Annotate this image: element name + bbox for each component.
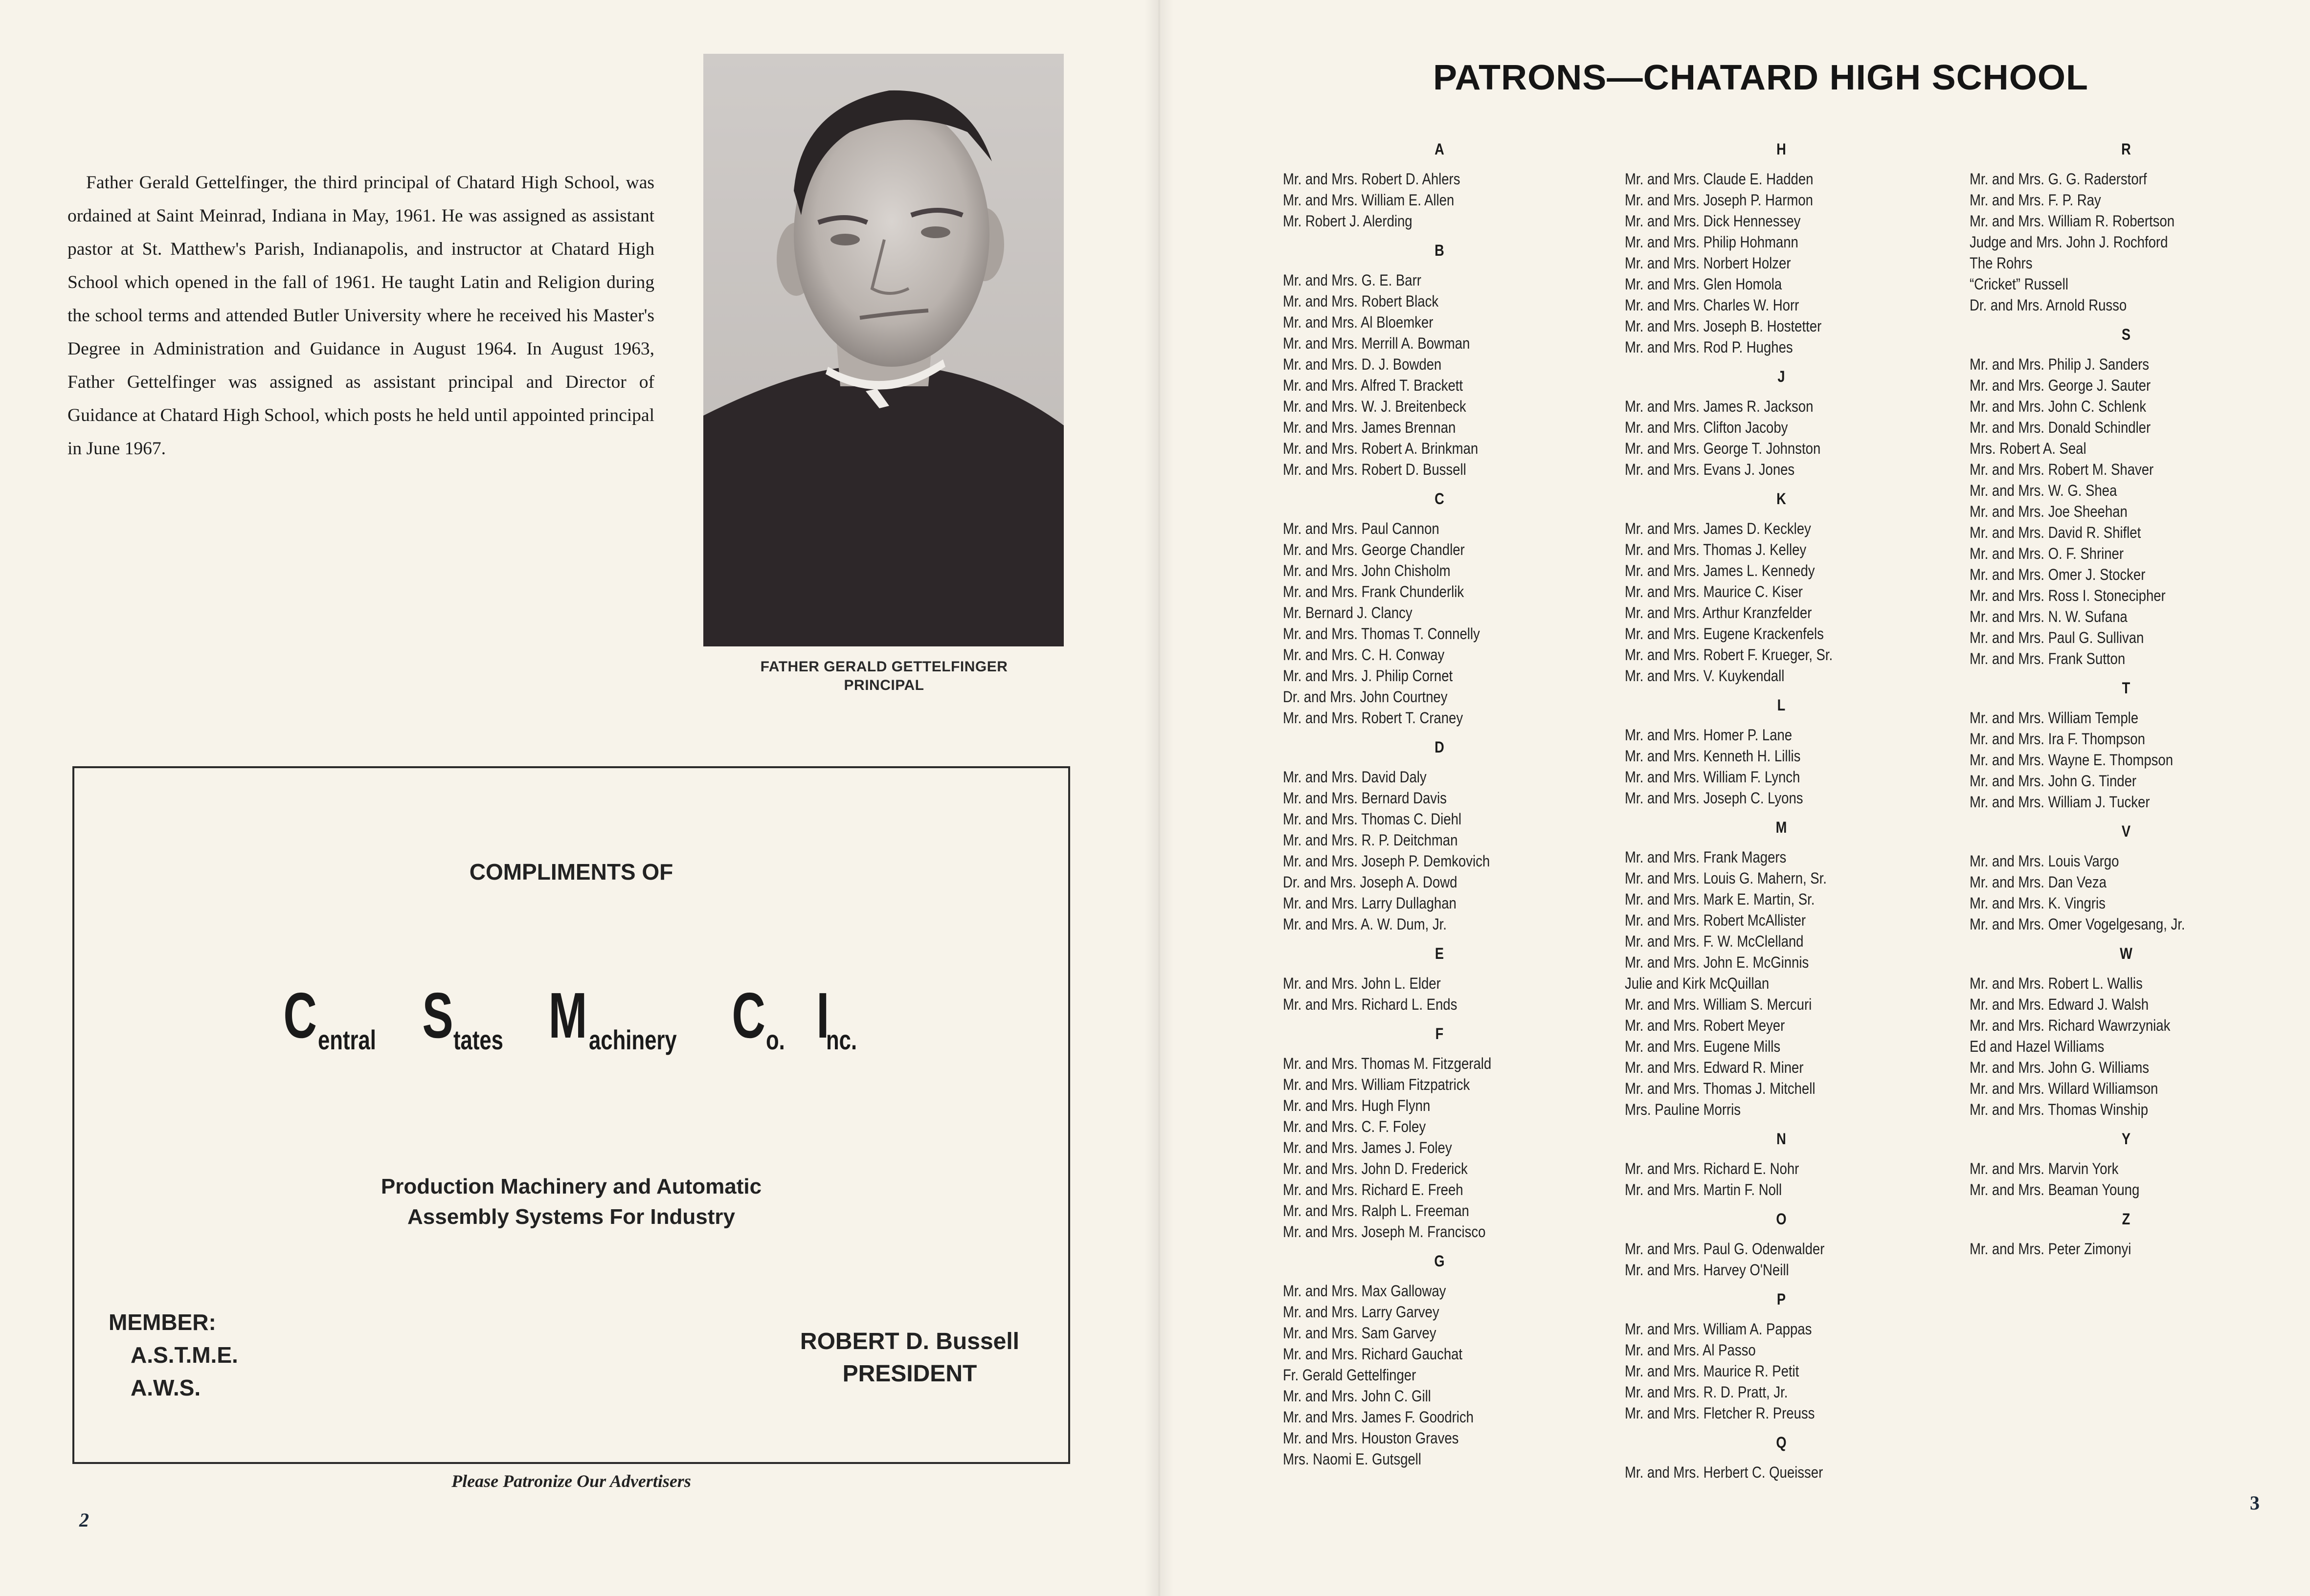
patron-name: Mr. and Mrs. Marvin York <box>1970 1160 2119 1177</box>
patron-name: Mr. and Mrs. Paul G. Sullivan <box>1970 629 2144 646</box>
section-letter: B <box>1435 242 1444 259</box>
patron-section <box>1625 1209 1938 1281</box>
patron-name: Mr. and Mrs. R. P. Deitchman <box>1283 831 1458 849</box>
patron-name: Mr. and Mrs. Richard E. Freeh <box>1283 1181 1463 1198</box>
patron-name: Mr. and Mrs. James F. Goodrich <box>1283 1408 1474 1426</box>
patron-name: Mr. and Mrs. James R. Jackson <box>1625 398 1814 415</box>
patron-name: Mr. and Mrs. Alfred T. Brackett <box>1283 377 1463 394</box>
patron-section <box>1283 944 1596 1015</box>
patron-name: Mr. and Mrs. Al Passo <box>1625 1341 1756 1359</box>
section-letter: C <box>1435 490 1444 508</box>
patron-name: Mr. and Mrs. William R. Robertson <box>1970 212 2175 230</box>
ad-president <box>800 1326 1019 1390</box>
patron-name: Mr. and Mrs. Robert D. Ahlers <box>1283 170 1460 188</box>
patron-name: Mr. and Mrs. George J. Sauter <box>1970 377 2151 394</box>
patron-name: Mr. and Mrs. Maurice C. Kiser <box>1625 583 1803 600</box>
patron-name: Mr. and Mrs. Mark E. Martin, Sr. <box>1625 890 1815 908</box>
patron-name: Mr. and Mrs. William Temple <box>1970 709 2139 727</box>
patron-name: Mr. and Mrs. Paul G. Odenwalder <box>1625 1240 1825 1258</box>
patron-name: Mr. and Mrs. Hugh Flynn <box>1283 1097 1431 1114</box>
ad-compliments-heading: COMPLIMENTS OF <box>469 859 673 885</box>
patron-name: Mr. Bernard J. Clancy <box>1283 604 1413 621</box>
section-letter: V <box>2121 822 2131 840</box>
patron-name: Mr. and Mrs. Larry Dullaghan <box>1283 894 1457 912</box>
patron-name: Mr. and Mrs. K. Vingris <box>1970 894 2106 912</box>
patron-name: Mr. and Mrs. W. G. Shea <box>1970 482 2117 499</box>
patron-name: Mr. and Mrs. George T. Johnston <box>1625 440 1821 457</box>
patron-name: Mr. and Mrs. Joseph M. Francisco <box>1283 1223 1486 1241</box>
patron-name: Mr. and Mrs. Bernard Davis <box>1283 789 1447 807</box>
patron-name: Mr. and Mrs. John D. Frederick <box>1283 1160 1468 1177</box>
patron-name: Mr. and Mrs. Glen Homola <box>1625 275 1782 293</box>
patron-name: Mr. and Mrs. Robert F. Krueger, Sr. <box>1625 646 1833 664</box>
patron-name: Mr. and Mrs. Ralph L. Freeman <box>1283 1202 1469 1219</box>
patron-name: Mr. and Mrs. D. J. Bowden <box>1283 355 1442 373</box>
patron-name: Mr. and Mrs. Richard Gauchat <box>1283 1345 1463 1363</box>
patron-name: Mr. and Mrs. Claude E. Hadden <box>1625 170 1814 188</box>
patron-name: Mr. and Mrs. Frank Magers <box>1625 848 1787 866</box>
patron-section <box>1625 489 1938 687</box>
patron-section <box>1625 695 1938 809</box>
patron-name: Mr. and Mrs. Robert Meyer <box>1625 1017 1785 1034</box>
patron-name: Mr. and Mrs. Ira F. Thompson <box>1970 730 2145 748</box>
patrons-title: PATRONS—CHATARD HIGH SCHOOL <box>1433 58 2088 97</box>
patron-name: Mr. and Mrs. Dick Hennessey <box>1625 212 1801 230</box>
patron-name: Mr. and Mrs. Richard Wawrzyniak <box>1970 1017 2171 1034</box>
patron-name: Mr. and Mrs. Max Galloway <box>1283 1282 1446 1300</box>
company-word: Central <box>283 979 376 1055</box>
patron-name: Mr. and Mrs. James L. Kennedy <box>1625 562 1815 579</box>
patron-name: Mr. and Mrs. Herbert C. Queisser <box>1625 1463 1823 1481</box>
section-letter: Q <box>1776 1434 1787 1451</box>
section-letter: F <box>1435 1025 1444 1042</box>
patron-section <box>1283 737 1596 935</box>
patron-name: Mr. and Mrs. Peter Zimonyi <box>1970 1240 2131 1258</box>
caption-name: FATHER GERALD GETTELFINGER <box>760 659 1008 675</box>
patron-section <box>1970 325 2283 669</box>
section-letter: Z <box>2122 1210 2131 1228</box>
page-number-left: 2 <box>79 1509 89 1531</box>
patron-name: Ed and Hazel Williams <box>1970 1038 2105 1055</box>
patron-name: Mr. and Mrs. Robert T. Craney <box>1283 709 1463 727</box>
patron-name: Mr. and Mrs. O. F. Shriner <box>1970 545 2124 562</box>
patron-name: Mr. and Mrs. Clifton Jacoby <box>1625 419 1788 436</box>
patron-name: Mr. and Mrs. Edward J. Walsh <box>1970 996 2149 1013</box>
patron-name: Mr. and Mrs. Robert A. Brinkman <box>1283 440 1479 457</box>
patron-name: Mr. and Mrs. Thomas J. Mitchell <box>1625 1080 1816 1097</box>
patrons-column <box>1625 139 1938 1483</box>
patron-name: Mr. and Mrs. Beaman Young <box>1970 1181 2140 1198</box>
patron-name: Mr. and Mrs. Robert M. Shaver <box>1970 461 2154 478</box>
section-letter: N <box>1776 1130 1786 1148</box>
patron-name: Dr. and Mrs. Arnold Russo <box>1970 296 2127 314</box>
ad-tagline-line: Production Machinery and Automatic <box>381 1175 762 1198</box>
portrait-image <box>703 54 1064 646</box>
patron-name: Mr. and Mrs. John C. Gill <box>1283 1387 1431 1405</box>
section-letter: H <box>1776 140 1786 158</box>
patron-section <box>1283 1251 1596 1470</box>
section-letter: D <box>1435 738 1444 756</box>
patron-section <box>1970 821 2283 935</box>
patron-name: Mr. and Mrs. Louis Vargo <box>1970 852 2119 870</box>
membership-item: A.W.S. <box>131 1375 201 1400</box>
patron-name: Mr. and Mrs. Donald Schindler <box>1970 419 2151 436</box>
patron-name: Mr. and Mrs. Louis G. Mahern, Sr. <box>1625 869 1827 887</box>
patron-name: Mr. and Mrs. Sam Garvey <box>1283 1324 1436 1342</box>
patron-name: Mr. and Mrs. Philip Hohmann <box>1625 233 1798 251</box>
patron-name: Mr. and Mrs. William Fitzpatrick <box>1283 1076 1470 1093</box>
patron-section <box>1625 1129 1938 1200</box>
patron-name: Mr. and Mrs. Robert McAllister <box>1625 911 1806 929</box>
patron-name: Mr. and Mrs. N. W. Sufana <box>1970 608 2128 625</box>
patrons-column <box>1283 139 1596 1470</box>
patron-name: Mr. and Mrs. William S. Mercuri <box>1625 996 1812 1013</box>
patron-name: Mr. and Mrs. Richard L. Ends <box>1283 996 1458 1013</box>
patron-name: The Rohrs <box>1970 254 2033 272</box>
patron-name: Mr. and Mrs. Dan Veza <box>1970 873 2107 891</box>
patron-name: Mr. and Mrs. C. H. Conway <box>1283 646 1445 664</box>
patron-name: Mr. and Mrs. Evans J. Jones <box>1625 461 1795 478</box>
patron-name: Mr. and Mrs. Philip J. Sanders <box>1970 355 2150 373</box>
patron-name: Mr. and Mrs. Al Bloemker <box>1283 313 1434 331</box>
patron-name: Mr. and Mrs. Norbert Holzer <box>1625 254 1791 272</box>
principal-biography: Father Gerald Gettelfinger, the third principal of Chatard High School, was ordained at Saint Meinrad, Indiana in May, 1961. He was assigned as assistant pastor at St. Matthew's Parish, Indianapolis, and instructor at Chatard High School which opened in the fall of 1961. He taught Latin and Religion during the school terms and attended Butler University where he received his Master's Degree in Administration and Guidance in August 1964. In August 1963, Father Gettelfinger was assigned as assistant principal and Director of Guidance at Chatard High School, which posts he held until appointed principal in June 1967. <box>67 173 654 459</box>
patron-name: Mr. and Mrs. Joseph P. Harmon <box>1625 191 1813 209</box>
portrait-caption <box>704 658 1064 695</box>
patron-section <box>1625 367 1938 480</box>
patron-name: Mrs. Naomi E. Gutsgell <box>1283 1450 1421 1468</box>
patron-name: Mr. and Mrs. David R. Shiflet <box>1970 524 2141 541</box>
patron-name: Mr. and Mrs. Omer Vogelgesang, Jr. <box>1970 915 2185 933</box>
patron-name: Mr. and Mrs. William A. Pappas <box>1625 1320 1812 1338</box>
patron-name: Mr. and Mrs. Paul Cannon <box>1283 520 1439 537</box>
patron-name: Mr. and Mrs. C. F. Foley <box>1283 1118 1426 1135</box>
patron-section <box>1283 241 1596 480</box>
patron-name: Mr. and Mrs. Merrill A. Bowman <box>1283 334 1470 352</box>
patron-name: Mr. and Mrs. V. Kuykendall <box>1625 667 1785 685</box>
patron-section <box>1625 1433 1938 1483</box>
patron-name: Mr. Robert J. Alerding <box>1283 212 1413 230</box>
member-label: MEMBER: <box>109 1309 216 1335</box>
president-name: ROBERT D. Bussell <box>800 1329 1019 1354</box>
patron-name: Mr. and Mrs. William E. Allen <box>1283 191 1455 209</box>
patron-section <box>1625 1289 1938 1424</box>
patron-name: Mr. and Mrs. James J. Foley <box>1283 1139 1452 1156</box>
patron-name: Mr. and Mrs. Joseph P. Demkovich <box>1283 852 1490 870</box>
patron-name: Mr. and Mrs. Willard Williamson <box>1970 1080 2158 1097</box>
patron-name: Mrs. Pauline Morris <box>1625 1101 1741 1118</box>
patron-name: Mr. and Mrs. Wayne E. Thompson <box>1970 751 2174 769</box>
section-letter: P <box>1776 1290 1786 1308</box>
patron-name: Mr. and Mrs. W. J. Breitenbeck <box>1283 398 1466 415</box>
section-letter: J <box>1777 368 1785 385</box>
section-letter: S <box>2121 326 2131 343</box>
patron-name: Mr. and Mrs. Omer J. Stocker <box>1970 566 2146 583</box>
patron-name: Mr. and Mrs. Rod P. Hughes <box>1625 338 1793 356</box>
patron-name: Mr. and Mrs. John G. Williams <box>1970 1059 2150 1076</box>
patron-name: Mrs. Robert A. Seal <box>1970 440 2086 457</box>
patron-name: Mr. and Mrs. Eugene Krackenfels <box>1625 625 1824 643</box>
patron-name: Mr. and Mrs. Ross I. Stonecipher <box>1970 587 2166 604</box>
patron-name: Mr. and Mrs. Martin F. Noll <box>1625 1181 1782 1198</box>
patron-name: Mr. and Mrs. Larry Garvey <box>1283 1303 1439 1321</box>
patron-name: Mr. and Mrs. F. P. Ray <box>1970 191 2101 209</box>
company-word: Machinery <box>548 979 677 1055</box>
section-letter: A <box>1435 140 1444 158</box>
patron-name: Mr. and Mrs. A. W. Dum, Jr. <box>1283 915 1447 933</box>
section-letter: T <box>2122 679 2131 697</box>
company-word: States <box>422 979 503 1055</box>
patron-name: Mr. and Mrs. John Chisholm <box>1283 562 1451 579</box>
patron-name: Mr. and Mrs. Edward R. Miner <box>1625 1059 1804 1076</box>
patronize-footer: Please Patronize Our Advertisers <box>451 1471 691 1491</box>
patrons-column <box>1970 139 2283 1260</box>
patron-name: Mr. and Mrs. Harvey O'Neill <box>1625 1261 1789 1279</box>
patron-name: “Cricket” Russell <box>1970 275 2068 293</box>
section-letter: R <box>2121 140 2131 158</box>
patron-section <box>1625 818 1938 1120</box>
section-letter: L <box>1777 696 1786 714</box>
patron-name: Mr. and Mrs. John L. Elder <box>1283 975 1441 992</box>
section-letter: K <box>1776 490 1786 508</box>
patron-name: Mr. and Mrs. James Brennan <box>1283 419 1456 436</box>
patron-section <box>1283 139 1596 232</box>
company-word: Co. <box>731 979 785 1055</box>
patron-name: Mr. and Mrs. G. G. Raderstorf <box>1970 170 2147 188</box>
patron-name: Julie and Kirk McQuillan <box>1625 975 1770 992</box>
section-letter: E <box>1435 945 1444 962</box>
patron-name: Mr. and Mrs. James D. Keckley <box>1625 520 1811 537</box>
patron-name: Mr. and Mrs. Joseph B. Hostetter <box>1625 317 1822 335</box>
patron-name: Mr. and Mrs. J. Philip Cornet <box>1283 667 1453 685</box>
section-letter: W <box>2120 945 2132 962</box>
patron-section <box>1970 139 2283 316</box>
patron-name: Mr. and Mrs. Kenneth H. Lillis <box>1625 747 1801 765</box>
patron-name: Mr. and Mrs. Joseph C. Lyons <box>1625 789 1803 807</box>
ad-memberships <box>109 1306 238 1404</box>
patron-name: Mr. and Mrs. Frank Chunderlik <box>1283 583 1464 600</box>
patron-section <box>1283 489 1596 729</box>
patron-name: Mr. and Mrs. Thomas J. Kelley <box>1625 541 1807 558</box>
patron-name: Dr. and Mrs. Joseph A. Dowd <box>1283 873 1458 891</box>
principal-portrait-photo <box>703 54 1064 646</box>
patron-name: Mr. and Mrs. Homer P. Lane <box>1625 726 1793 744</box>
patron-name: Mr. and Mrs. John G. Tinder <box>1970 772 2137 790</box>
patron-name: Mr. and Mrs. Maurice R. Petit <box>1625 1362 1799 1380</box>
patron-name: Mr. and Mrs. Robert D. Bussell <box>1283 461 1466 478</box>
section-letter: Y <box>2121 1130 2131 1148</box>
patron-name: Mr. and Mrs. Fletcher R. Preuss <box>1625 1404 1815 1422</box>
patron-name: Mr. and Mrs. R. D. Pratt, Jr. <box>1625 1383 1788 1401</box>
patron-name: Fr. Gerald Gettelfinger <box>1283 1366 1416 1384</box>
advertisement-box <box>72 766 1070 1464</box>
patron-name: Mr. and Mrs. Eugene Mills <box>1625 1038 1781 1055</box>
patron-name: Mr. and Mrs. Robert Black <box>1283 292 1439 310</box>
patron-section <box>1970 944 2283 1120</box>
patron-section <box>1625 139 1938 358</box>
patron-name: Mr. and Mrs. Thomas T. Connelly <box>1283 625 1480 643</box>
patron-name: Mr. and Mrs. David Daly <box>1283 768 1427 786</box>
patron-name: Mr. and Mrs. Thomas Winship <box>1970 1101 2149 1118</box>
page-gutter <box>1144 0 1174 1596</box>
ad-company-name <box>74 979 1068 1055</box>
page-number-right: 3 <box>2250 1492 2260 1514</box>
patron-name: Mr. and Mrs. Thomas C. Diehl <box>1283 810 1462 828</box>
patron-name: Mr. and Mrs. John C. Schlenk <box>1970 398 2146 415</box>
ad-tagline-line: Assembly Systems For Industry <box>407 1205 735 1229</box>
patron-name: Mr. and Mrs. William J. Tucker <box>1970 793 2150 811</box>
patron-name: Mr. and Mrs. Frank Sutton <box>1970 650 2126 667</box>
patron-section <box>1283 1024 1596 1242</box>
patron-section <box>1970 1129 2283 1200</box>
patron-name: Mr. and Mrs. Charles W. Horr <box>1625 296 1799 314</box>
president-title: PRESIDENT <box>842 1361 977 1387</box>
patron-name: Mr. and Mrs. William F. Lynch <box>1625 768 1800 786</box>
patron-name: Mr. and Mrs. Richard E. Nohr <box>1625 1160 1799 1177</box>
company-word: Inc. <box>816 979 857 1055</box>
membership-item: A.S.T.M.E. <box>131 1342 238 1368</box>
patron-name: Mr. and Mrs. G. E. Barr <box>1283 271 1421 289</box>
patron-name: Mr. and Mrs. Joe Sheehan <box>1970 503 2128 520</box>
patron-name: Mr. and Mrs. John E. McGinnis <box>1625 953 1809 971</box>
patron-name: Mr. and Mrs. Thomas M. Fitzgerald <box>1283 1055 1492 1072</box>
patron-name: Mr. and Mrs. Houston Graves <box>1283 1429 1459 1447</box>
caption-title: PRINCIPAL <box>844 677 924 693</box>
section-letter: M <box>1775 819 1787 836</box>
patron-name: Mr. and Mrs. Robert L. Wallis <box>1970 975 2143 992</box>
patron-section <box>1970 678 2283 813</box>
patron-name: Mr. and Mrs. George Chandler <box>1283 541 1465 558</box>
patron-name: Mr. and Mrs. Arthur Kranzfelder <box>1625 604 1812 621</box>
patron-name: Judge and Mrs. John J. Rochford <box>1970 233 2168 251</box>
ad-tagline <box>74 1172 1068 1232</box>
section-letter: G <box>1434 1252 1445 1270</box>
patron-section <box>1970 1209 2283 1260</box>
patron-name: Dr. and Mrs. John Courtney <box>1283 688 1448 706</box>
section-letter: O <box>1776 1210 1787 1228</box>
patron-name: Mr. and Mrs. F. W. McClelland <box>1625 932 1804 950</box>
